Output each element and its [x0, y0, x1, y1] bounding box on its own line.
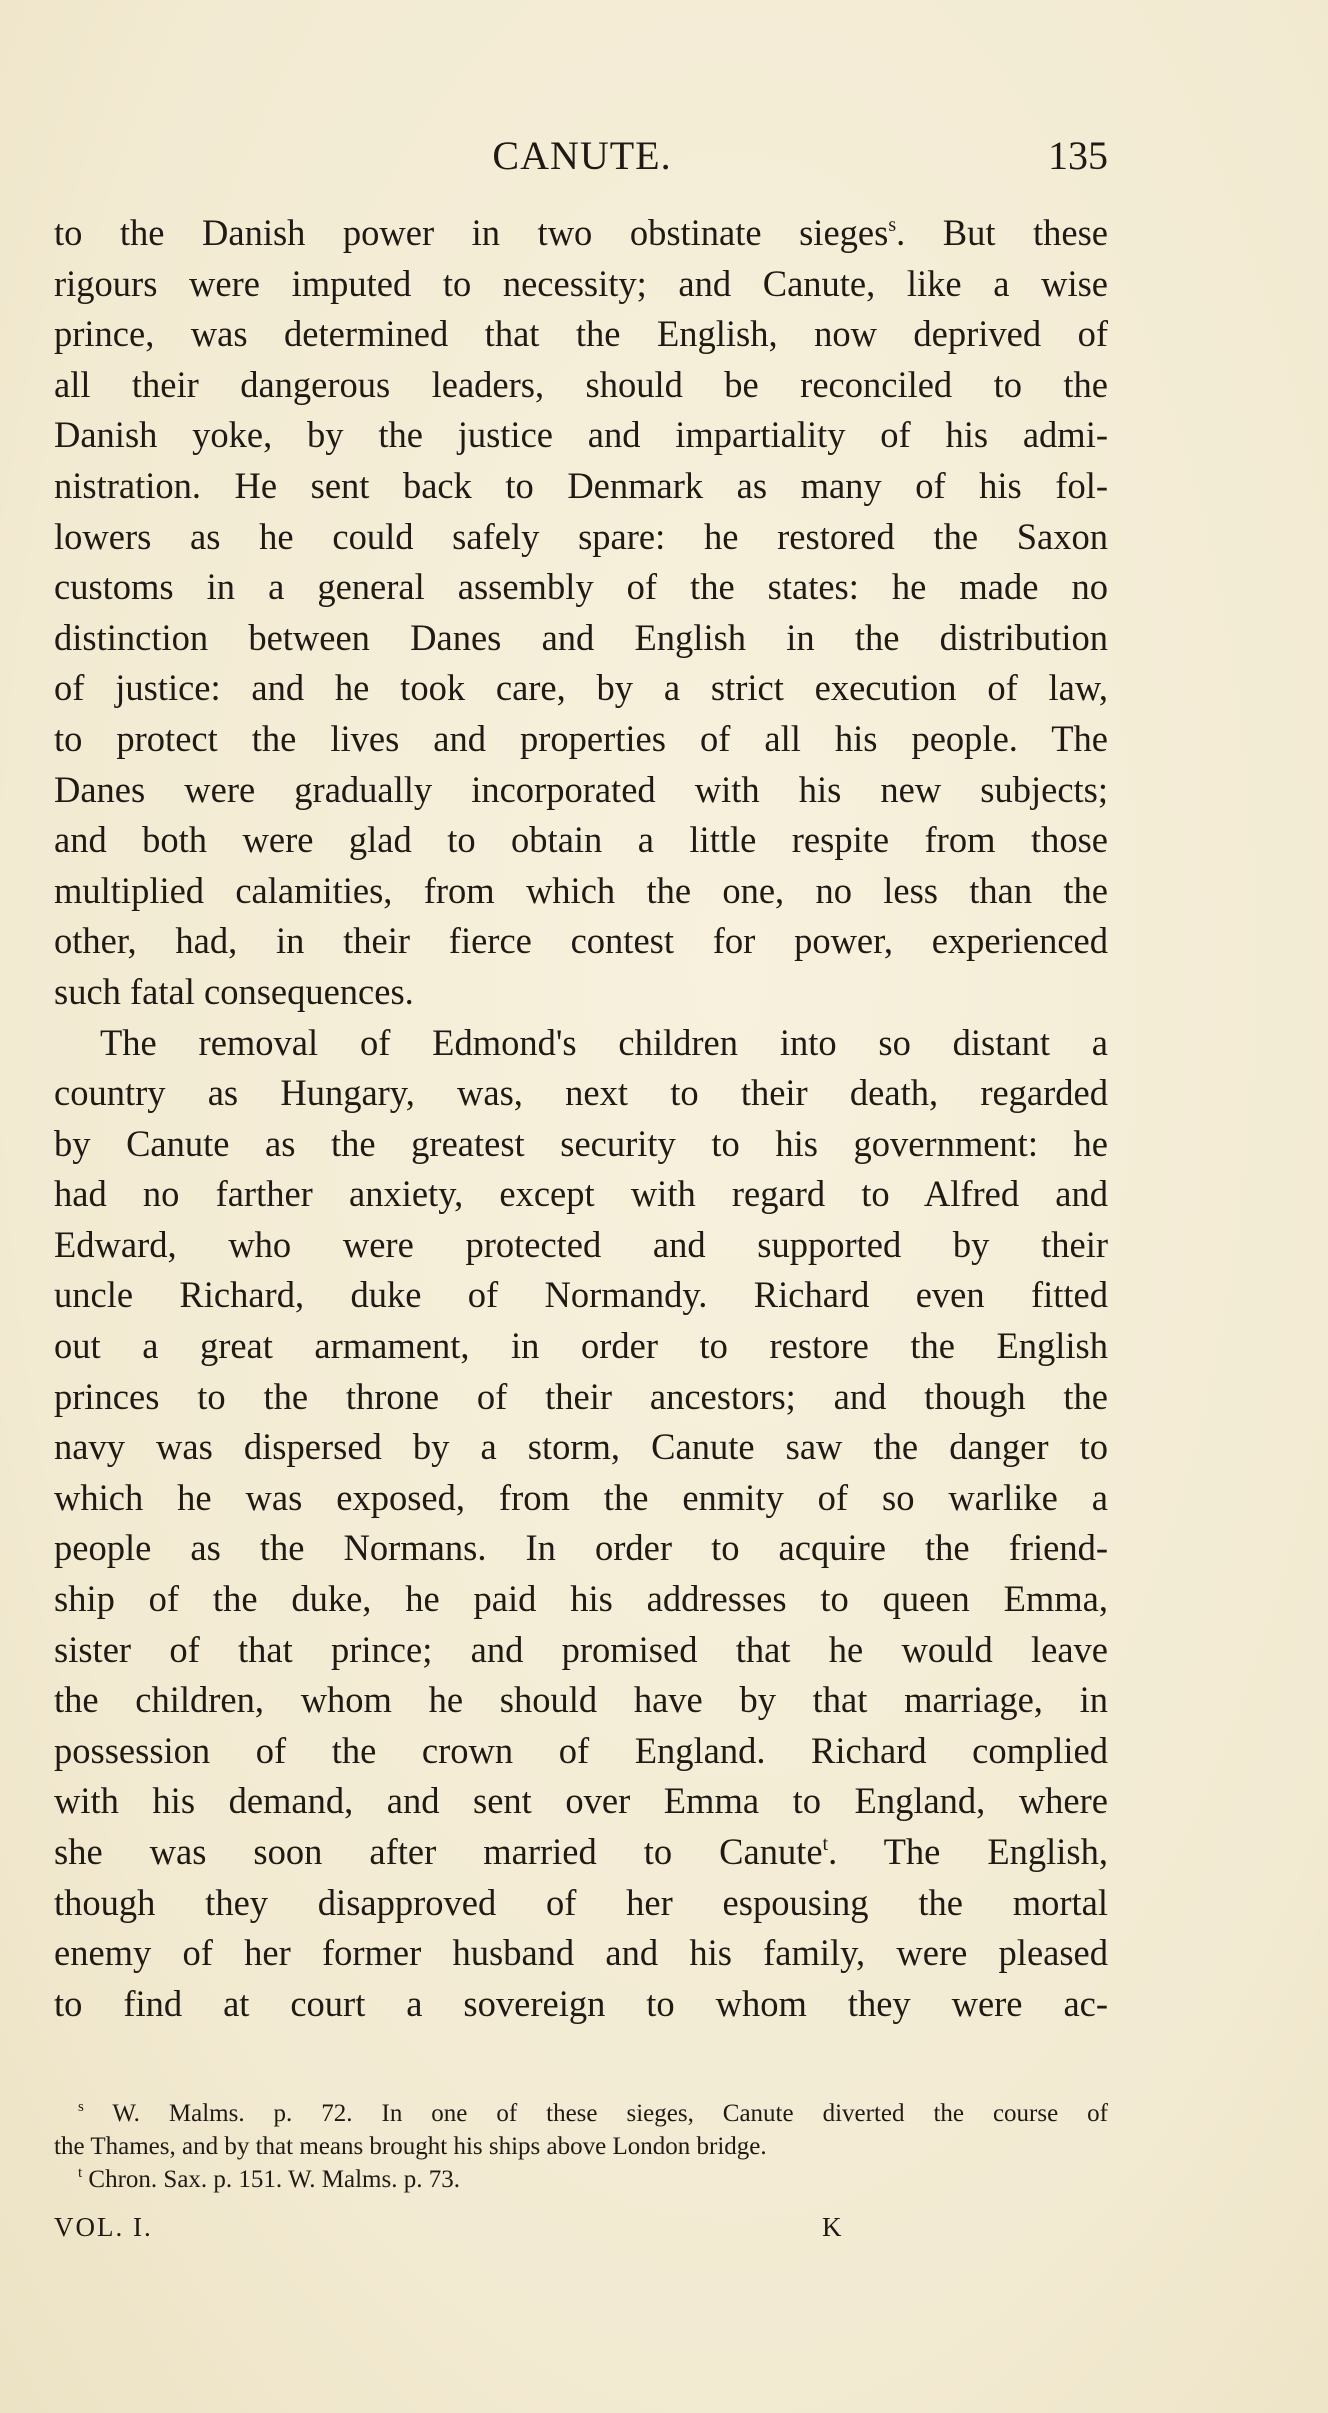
text-line-content: all their dangerous leaders, should be reconciled to the: [54, 363, 1108, 405]
text-line-content: other, had, in their fierce contest for power, experienced: [54, 920, 1108, 962]
page-footer: [54, 2212, 1108, 2252]
text-line-content: possession of the crown of England. Richard complied: [54, 1729, 1108, 1771]
text-line-content: to find at court a sovereign to whom they were ac-: [54, 1982, 1108, 2024]
text-line-content: enemy of her former husband and his family, were pleased: [54, 1932, 1108, 1974]
text-line-content: the children, whom he should have by that marriage, in: [54, 1679, 1108, 1721]
text-line: [54, 916, 1108, 967]
text-line: [54, 1523, 1108, 1574]
footnote-marker: t: [78, 2165, 83, 2181]
text-line: [54, 663, 1108, 714]
text-line-content: she was soon after married to Canute: [54, 1831, 823, 1872]
text-line: [54, 1220, 1108, 1271]
text-line: [54, 1119, 1108, 1170]
signature-mark: K: [822, 2212, 842, 2242]
text-line-content: Edward, who were protected and supported by their: [54, 1223, 1108, 1265]
footnote-line: [54, 2097, 1108, 2130]
text-line-content: and both were glad to obtain a little respite from those: [54, 819, 1108, 861]
text-line: [54, 512, 1108, 563]
text-line: [54, 1270, 1108, 1321]
footnotes: [54, 2097, 1108, 2196]
text-line: [54, 1726, 1108, 1777]
text-line-content: Danish yoke, by the justice and impartiality of his admi-: [54, 414, 1108, 456]
text-line-content: such fatal consequences.: [54, 970, 414, 1012]
text-line-content: people as the Normans. In order to acquire the friend-: [54, 1527, 1108, 1569]
text-line: [54, 613, 1108, 664]
text-line-content: . The English,: [828, 1831, 1108, 1872]
text-line-content: The removal of Edmond's children into so distant a: [100, 1021, 1108, 1063]
text-line-content: nistration. He sent back to Denmark as many of his fol-: [54, 464, 1108, 506]
text-line-content: . But these: [896, 212, 1108, 253]
page-number: 135: [1048, 133, 1108, 178]
volume-mark: VOL. I.: [54, 2212, 153, 2242]
text-line-content: uncle Richard, duke of Normandy. Richard even fitted: [54, 1274, 1108, 1316]
text-line: [54, 1928, 1108, 1979]
text-line-content: customs in a general assembly of the states: he made no: [54, 566, 1108, 608]
text-line-content: country as Hungary, was, next to their death, regarded: [54, 1072, 1108, 1114]
text-line: [54, 967, 1108, 1018]
text-line: [54, 360, 1108, 411]
text-line: [54, 765, 1108, 816]
text-line-content: to the Danish power in two obstinate sieges: [54, 212, 889, 253]
text-line-content: princes to the throne of their ancestors; and though the: [54, 1375, 1108, 1417]
text-line-content: ship of the duke, he paid his addresses to queen Emma,: [54, 1578, 1108, 1620]
text-line: [54, 208, 1108, 259]
footnote-line: [54, 2130, 1108, 2163]
text-line: [54, 1169, 1108, 1220]
text-line: [54, 309, 1108, 360]
text-line-content: multiplied calamities, from which the one, no less than the: [54, 869, 1108, 911]
text-line: [54, 866, 1108, 917]
text-line-content: rigours were imputed to necessity; and Canute, like a wise: [54, 262, 1108, 304]
body-text: [54, 208, 1108, 2029]
footnote-reference: s: [888, 214, 897, 236]
text-line: [54, 1675, 1108, 1726]
text-line-content: Danes were gradually incorporated with his new subjects;: [54, 768, 1108, 810]
text-line: [54, 1776, 1108, 1827]
page-header: [56, 132, 1108, 192]
text-line: [54, 1321, 1108, 1372]
text-line-content: prince, was determined that the English, now deprived of: [54, 313, 1108, 355]
text-line: [54, 714, 1108, 765]
text-line-content: which he was exposed, from the enmity of so warlike a: [54, 1476, 1108, 1518]
text-line-content: lowers as he could safely spare: he restored the Saxon: [54, 515, 1108, 557]
text-line: [54, 259, 1108, 310]
text-line-content: had no farther anxiety, except with regard to Alfred and: [54, 1173, 1108, 1215]
text-line: [54, 1574, 1108, 1625]
footnote-text: Chron. Sax. p. 151. W. Malms. p. 73.: [88, 2166, 460, 2193]
text-line: [54, 410, 1108, 461]
footnote-text: the Thames, and by that means brought his ships above London bridge.: [54, 2133, 767, 2160]
text-line-content: though they disapproved of her espousing the mortal: [54, 1881, 1108, 1923]
text-line: [54, 1372, 1108, 1423]
text-line-content: to protect the lives and properties of all his people. The: [54, 717, 1108, 759]
text-line: [54, 1422, 1108, 1473]
text-line-content: of justice: and he took care, by a strict execution of law,: [54, 667, 1108, 709]
text-line: [54, 1979, 1108, 2030]
footnote-marker: s: [78, 2099, 84, 2115]
text-line: [54, 1068, 1108, 1119]
text-line: [54, 1018, 1108, 1069]
text-line: [54, 1625, 1108, 1676]
text-line-content: out a great armament, in order to restore the English: [54, 1325, 1108, 1367]
footnote-line: [54, 2163, 1108, 2196]
text-line: [54, 1878, 1108, 1929]
text-line: [54, 562, 1108, 613]
text-line-content: sister of that prince; and promised that he would leave: [54, 1628, 1108, 1670]
text-line: [54, 1473, 1108, 1524]
footnote-text: W. Malms. p. 72. In one of these sieges, Canute diverted the course of: [112, 2100, 1108, 2127]
footnote-reference: t: [822, 1833, 829, 1855]
text-line: [54, 461, 1108, 512]
text-line-content: with his demand, and sent over Emma to England, where: [54, 1780, 1108, 1822]
text-line-content: navy was dispersed by a storm, Canute saw the danger to: [54, 1426, 1108, 1468]
text-line-content: distinction between Danes and English in the distribution: [54, 616, 1108, 658]
running-title: CANUTE.: [492, 133, 672, 178]
text-line: [54, 1827, 1108, 1878]
text-line-content: by Canute as the greatest security to his government: he: [54, 1122, 1108, 1164]
text-line: [54, 815, 1108, 866]
